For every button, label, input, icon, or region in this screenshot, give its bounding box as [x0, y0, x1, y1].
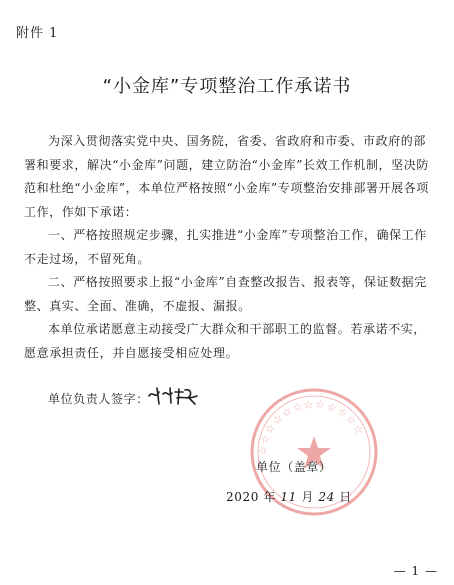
handwritten-signature [147, 384, 199, 408]
commitment-item-1: 一、严格按照规定步骤，扎实推进“小金库”专项整治工作，确保工作不走过场，不留死角。 [24, 228, 427, 266]
document-title: “小金库”专项整治工作承诺书 [102, 76, 352, 97]
date-day: 24 [318, 490, 335, 504]
intro-paragraph: 为深入贯彻落实党中央、国务院，省委、省政府和市委、市政府的部署和要求，解决“小金库”问题，建立防治“小金库”长效工作机制，坚决防范和杜绝“小金库”，本单位严格按照“小金库”专项整治安排部署开展各项工作，作如下承诺： [24, 134, 429, 219]
unit-stamp-label: 单位（盖章） [256, 460, 332, 474]
signature-label: 单位负责人签字： [48, 392, 149, 406]
seal-text: ☆☆☆☆☆☆☆☆☆☆☆☆ [255, 397, 367, 457]
supervision-paragraph: 本单位承诺愿意主动接受广大群众和干部职工的监督。若承诺不实，愿意承担责任，并自愿接受相应处理。 [24, 322, 427, 360]
page-number: — 1 — [393, 564, 438, 578]
date-day-unit: 日 [339, 490, 352, 504]
date-year-unit: 年 [263, 490, 276, 504]
date-month: 11 [280, 490, 297, 504]
attachment-label: 附件 1 [16, 26, 59, 41]
commitment-body [24, 130, 436, 365]
commitment-item-2: 二、严格按照要求上报“小金库”自查整改报告、报表等，保证数据完整、真实、全面、准确，不虚报、漏报。 [24, 275, 427, 313]
date-month-unit: 月 [301, 490, 314, 504]
date-year: 2020 [226, 490, 259, 504]
sign-date [226, 488, 352, 505]
